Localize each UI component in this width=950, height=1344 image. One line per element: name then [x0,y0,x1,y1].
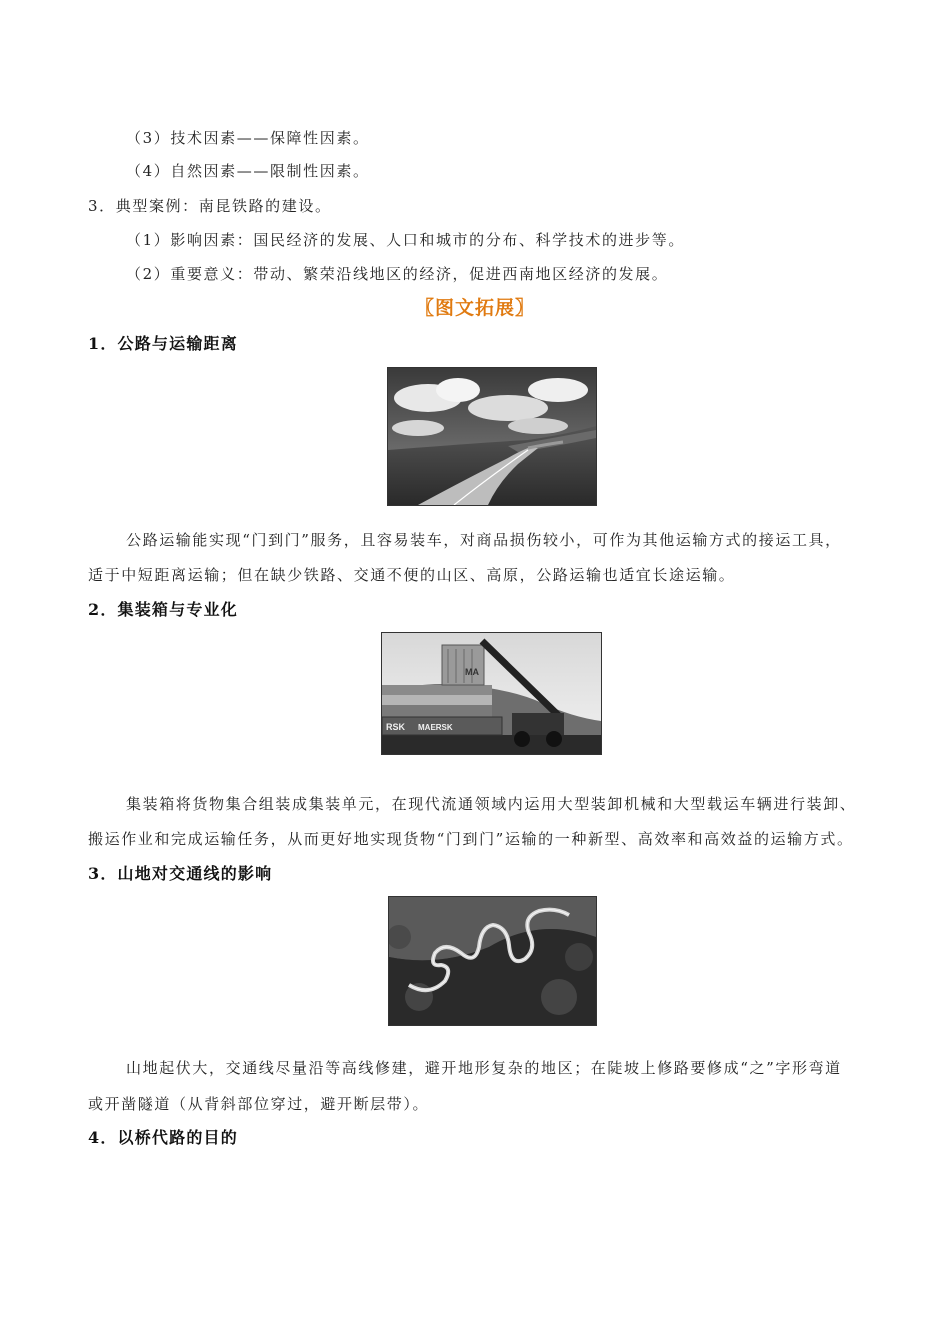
container-terminal-photo [381,632,602,755]
item-influence-factors: （1）影响因素：国民经济的发展、人口和城市的分布、科学技术的进步等。 [126,231,685,249]
paragraph-container-2: 搬运作业和完成运输任务，从而更好地实现货物“门到门”运输的一种新型、高效率和高效益的运输方式。 [88,830,854,848]
paragraph-highway-2: 适于中短距离运输；但在缺少铁路、交通不便的山区、高原，公路运输也适宜长途运输。 [88,566,736,584]
paragraph-mountain-2: 或开凿隧道（从背斜部位穿过，避开断层带）。 [88,1095,430,1113]
ma-logo-text: MA [465,667,479,677]
item-significance: （2）重要意义：带动、繁荣沿线地区的经济，促进西南地区经济的发展。 [126,265,669,283]
paragraph-highway-1: 公路运输能实现“门到门”服务，且容易装车，对商品损伤较小，可作为其他运输方式的接运工具， [126,531,842,549]
section-banner: 〖图文拓展〗 [414,297,535,319]
item-typical-case: 3．典型案例：南昆铁路的建设。 [88,197,332,215]
item-natural-factor: （4）自然因素——限制性因素。 [126,162,370,180]
rsk-logo-text: RSK [386,722,406,732]
mountain-switchback-road-photo [388,896,597,1026]
item-technical-factor: （3）技术因素——保障性因素。 [126,129,370,147]
paragraph-mountain-1: 山地起伏大，交通线尽量沿等高线修建，避开地形复杂的地区；在陡坡上修路要修成“之”字形弯道 [126,1059,842,1077]
heading-highway: 1．公路与运输距离 [88,334,238,353]
heading-container: 2．集装箱与专业化 [88,600,238,619]
highway-road-photo [387,367,597,506]
paragraph-container-1: 集装箱将货物集合组装成集装单元，在现代流通领域内运用大型装卸机械和大型载运车辆进行装卸、 [126,795,857,813]
maersk-logo-text: MAERSK [418,723,453,732]
heading-bridge: 4．以桥代路的目的 [88,1128,238,1147]
heading-mountain: 3．山地对交通线的影响 [88,864,273,883]
